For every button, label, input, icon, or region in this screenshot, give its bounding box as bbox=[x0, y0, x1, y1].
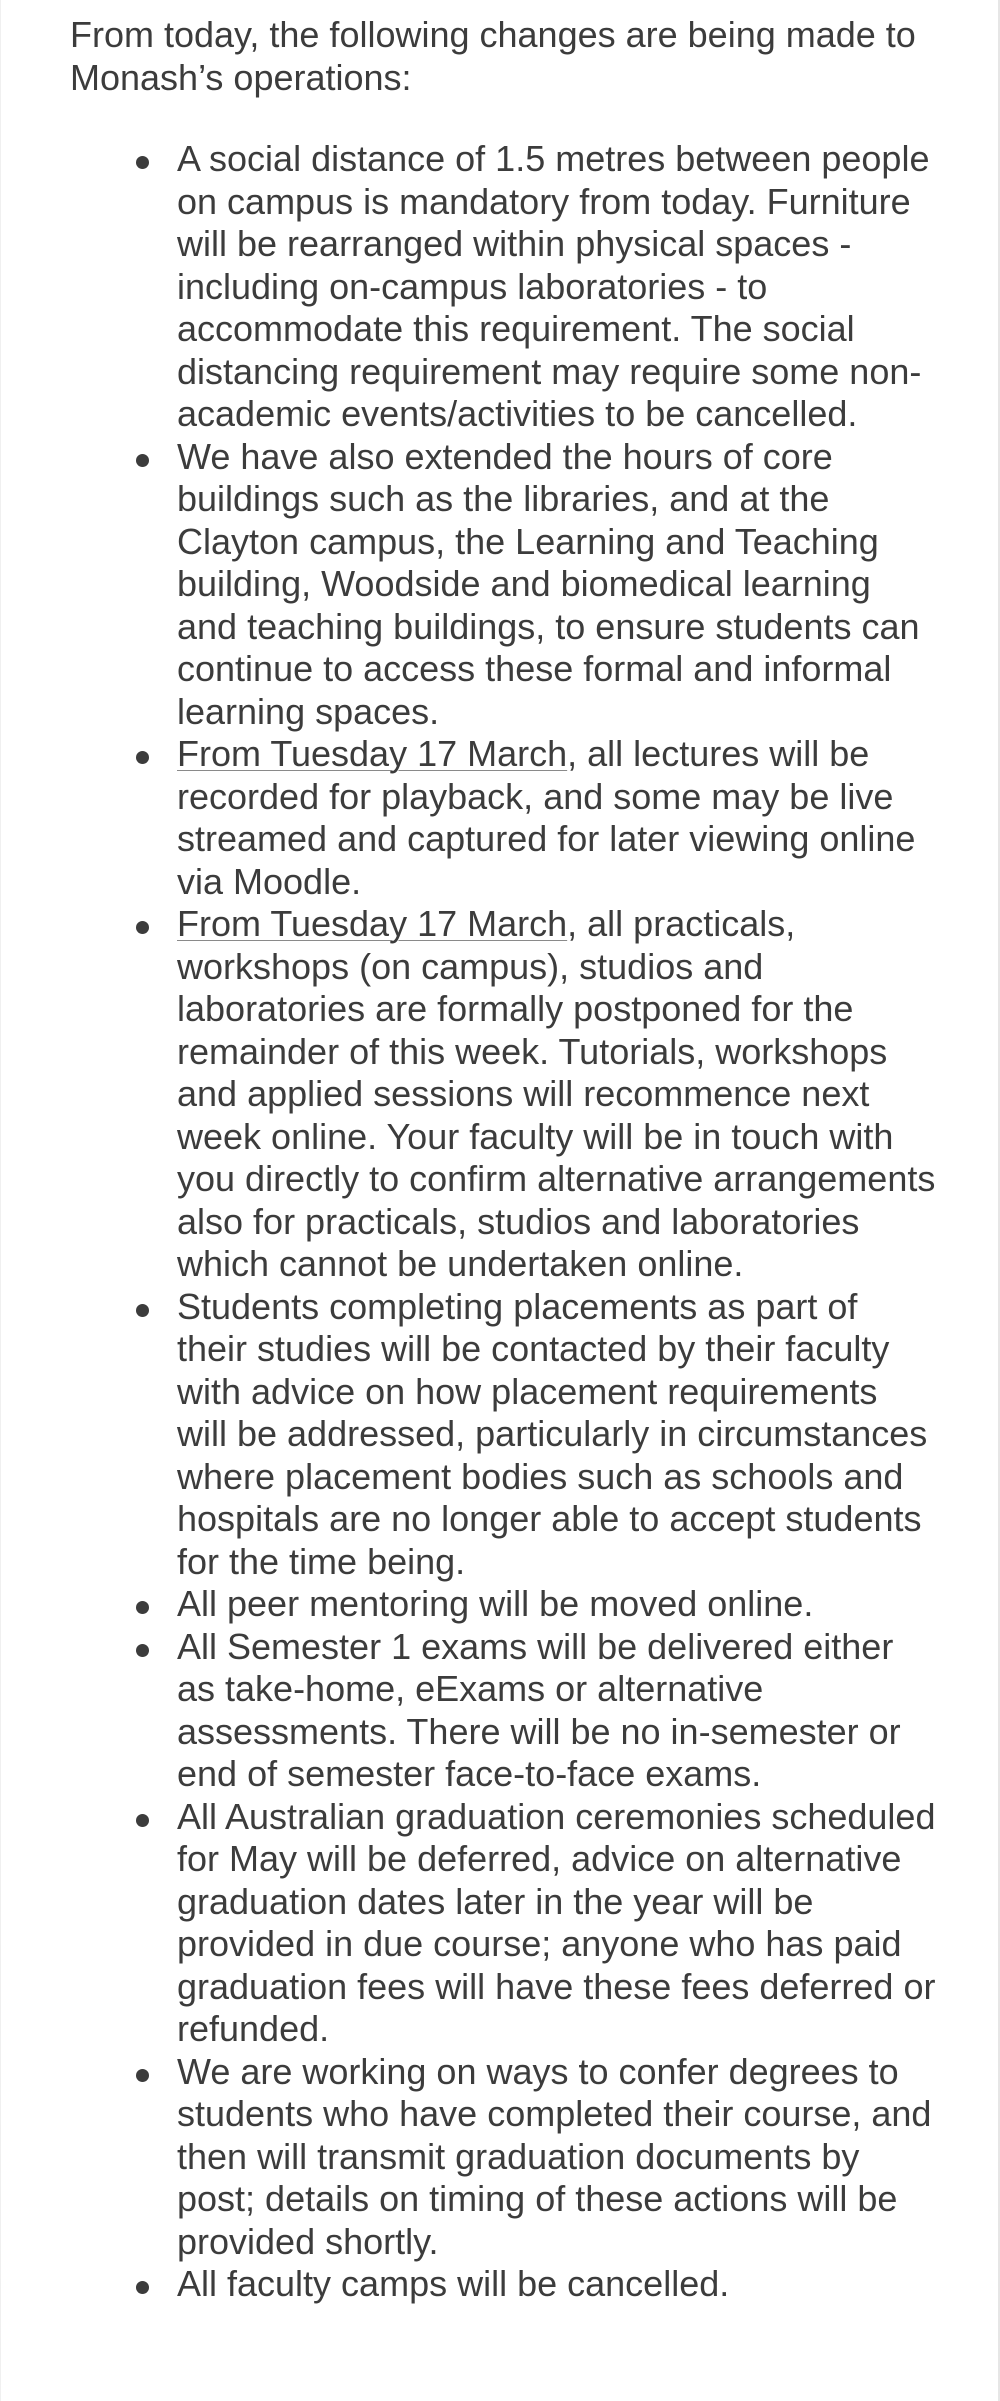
bullet-icon bbox=[136, 1601, 149, 1614]
list-item-text: We are working on ways to confer degrees to students who have completed their course, and then will transmit graduation documents by post; details on timing of these actions will be provided shortly. bbox=[177, 2050, 932, 2262]
list-item-text: , all lectures will be recorded for playback, and some may be live streamed and captured for later viewing online via Moodle. bbox=[177, 733, 916, 902]
list-item-text: Students completing placements as part of their studies will be contacted by their faculty with advice on how placement requirements will be addressed, particularly in circumstances where placement bodies such as schools and hospitals are no longer able to accept students for the time being. bbox=[177, 1285, 928, 1582]
list-item-text: , all practicals, workshops (on campus), studios and laboratories are formally postponed for the remainder of this week. Tutorials, workshops and applied sessions will recommence next week online. Your faculty will be in touch with you directly to confirm alternative arrangements also for practicals, studios and laboratories which cannot be undertaken online. bbox=[177, 903, 936, 1284]
date-link[interactable]: From Tuesday 17 March bbox=[177, 733, 568, 774]
list-item bbox=[1, 138, 937, 436]
list-item bbox=[1, 1583, 937, 1626]
bullet-icon bbox=[136, 2281, 149, 2294]
list-item-text: All Australian graduation ceremonies scheduled for May will be deferred, advice on alternative graduation dates later in the year will be provided in due course; anyone who has paid graduation fees will have these fees deferred or refunded. bbox=[177, 1795, 936, 2049]
bullet-icon bbox=[136, 921, 149, 934]
bullet-icon bbox=[136, 1304, 149, 1317]
list-item-text: A social distance of 1.5 metres between people on campus is mandatory from today. Furniture will be rearranged within physical spaces - including on-campus laboratories - to accommodate this requirement. The social distancing requirement may require some non-academic events/activities to be cancelled. bbox=[177, 138, 930, 434]
list-item bbox=[1, 903, 937, 1286]
list-item-text: All faculty camps will be cancelled. bbox=[177, 2263, 730, 2304]
date-link[interactable]: From Tuesday 17 March bbox=[177, 903, 568, 944]
list-item bbox=[1, 733, 937, 903]
list-item bbox=[1, 436, 937, 734]
list-item bbox=[1, 1796, 937, 2051]
bullet-icon bbox=[136, 1644, 149, 1657]
list-item-text: All Semester 1 exams will be delivered either as take-home, eExams or alternative assessments. There will be no in-semester or end of semester face-to-face exams. bbox=[177, 1625, 901, 1794]
list-item bbox=[1, 2051, 937, 2264]
list-item-text: All peer mentoring will be moved online. bbox=[177, 1583, 814, 1624]
intro-paragraph: From today, the following changes are being made to Monash’s operations: bbox=[70, 14, 916, 98]
bullet-icon bbox=[136, 454, 149, 467]
bullet-icon bbox=[136, 2069, 149, 2082]
list-item-text: We have also extended the hours of core buildings such as the libraries, and at the Clayton campus, the Learning and Teaching building, Woodside and biomedical learning and teaching buildings, to ensure students can continue to access these formal and informal learning spaces. bbox=[177, 435, 920, 732]
list-item bbox=[1, 1626, 937, 1796]
bullet-icon bbox=[136, 1814, 149, 1827]
changes-list bbox=[1, 138, 1000, 2306]
list-item bbox=[1, 2263, 937, 2306]
list-item bbox=[1, 1286, 937, 1584]
bullet-icon bbox=[136, 751, 149, 764]
bullet-icon bbox=[136, 156, 149, 169]
